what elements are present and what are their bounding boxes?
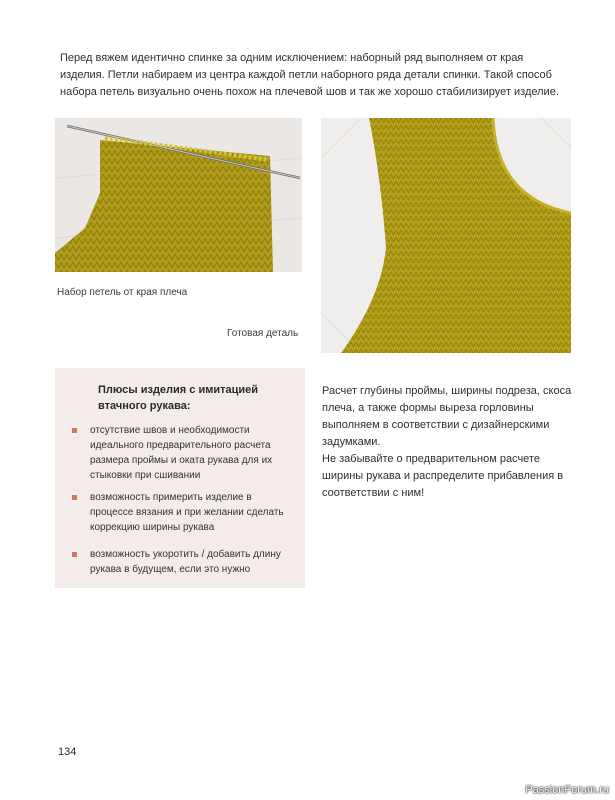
page-number: 134 [58, 746, 77, 758]
sleeve-width-paragraph: Не забывайте о предварительном расчете ширины рукава и распределите прибавления в соответствии с ним! [322, 453, 564, 499]
benefits-title: Плюсы изделия с имитацией втачного рукава: [98, 384, 259, 412]
list-item-text: возможность примерить изделие в процессе вязания и при желании сделать коррекцию ширины рукава [90, 492, 284, 533]
benefits-box [55, 368, 305, 588]
caption-finished: Готовая деталь [227, 328, 299, 339]
bullet-icon [72, 495, 77, 500]
shoulder-cast-on-photo [55, 118, 302, 272]
caption-cast-on: Набор петель от края плеча [57, 287, 188, 298]
list-item [90, 490, 290, 535]
list-item [90, 423, 290, 483]
finished-piece-photo [321, 118, 571, 353]
list-item [90, 547, 290, 577]
bullet-icon [72, 552, 77, 557]
list-item-text: возможность укоротить / добавить длину рукава в будущем, если это нужно [90, 549, 281, 575]
design-calculation-paragraph: Расчет глубины проймы, ширины подреза, скоса плеча, а также формы выреза горловины выполняем в соответствии с дизайнерскими задумками. [322, 385, 572, 448]
list-item-text: отсутствие швов и необходимости идеального предварительного расчета размера проймы и оката рукава для их стыковки при сшивании [90, 425, 273, 481]
bullet-icon [72, 428, 77, 433]
intro-paragraph: Перед вяжем идентично спинке за одним исключением: наборный ряд выполняем от края изделия. Петли набираем из центра каждой петли наборного ряда детали спинки. Такой способ набора петель визуально очень похож на плечевой шов и так же хорошо стабилизирует изделие. [60, 52, 559, 98]
watermark: PassionForum.ru [525, 784, 609, 796]
